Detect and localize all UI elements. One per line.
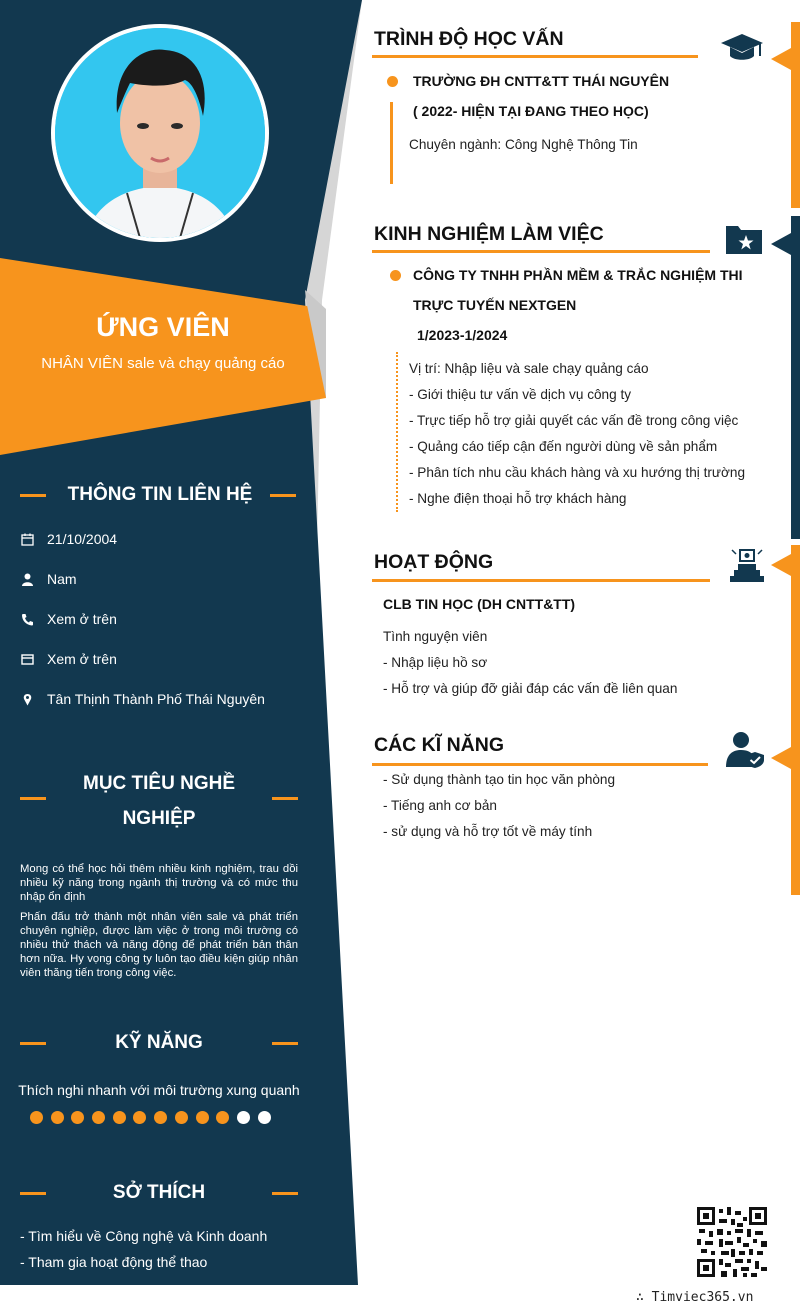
education-major: Chuyên ngành: Công Nghệ Thông Tin <box>409 137 638 152</box>
experience-detail: - Phân tích nhu cầu khách hàng và xu hướng thị trường <box>409 465 746 480</box>
education-period: ( 2022- HIỆN TẠI ĐANG THEO HỌC) <box>413 103 649 119</box>
activity-item: Tình nguyện viên <box>383 629 488 644</box>
experience-detail: - Quảng cáo tiếp cận đến người dùng về sản phẩm <box>409 439 718 454</box>
skill-dot-filled <box>51 1111 64 1124</box>
objective-title <box>0 766 318 836</box>
edge-pointer <box>771 48 791 70</box>
phone-icon <box>20 612 34 626</box>
main-content <box>362 0 800 1312</box>
section-underline <box>372 55 698 58</box>
contact-phone <box>20 611 117 627</box>
experience-period: 1/2023-1/2024 <box>417 327 508 343</box>
location-icon <box>20 692 34 706</box>
activities-title: HOẠT ĐỘNG <box>374 551 494 573</box>
hobby-item: - Tìm hiểu về Công nghệ và Kinh doanh <box>20 1228 268 1244</box>
timeline-line <box>390 102 393 184</box>
skill-dot-filled <box>133 1111 146 1124</box>
skill-item: - sử dụng và hỗ trợ tốt về máy tính <box>383 824 593 839</box>
avatar <box>55 28 265 238</box>
email-icon <box>20 652 34 666</box>
section-underline <box>372 250 710 253</box>
skill-dot-filled <box>216 1111 229 1124</box>
graduation-cap-icon <box>720 32 764 69</box>
contact-email-text: Xem ở trên <box>47 651 117 667</box>
candidate-name: ỨNG VIÊN <box>96 312 230 342</box>
contact-dob-text: 21/10/2004 <box>47 531 118 547</box>
hobbies-title: SỞ THÍCH <box>112 1182 206 1203</box>
candidate-block <box>0 300 326 372</box>
skill-dot-filled <box>196 1111 209 1124</box>
contact-address-text: Tân Thịnh Thành Phố Thái Nguyên <box>47 691 265 707</box>
skill-dot-filled <box>71 1111 84 1124</box>
activity-item: - Nhập liệu hồ sơ <box>383 655 488 670</box>
contact-address <box>20 691 265 707</box>
skill-dot-empty <box>237 1111 250 1124</box>
side-skill-item: Thích nghi nhanh với môi trường xung quanh <box>18 1082 300 1098</box>
experience-detail: Vị trí: Nhập liệu và sale chạy quảng cáo <box>409 361 649 376</box>
activity-item: - Hỗ trợ và giúp đỡ giải đáp các vấn đề liên quan <box>383 681 678 696</box>
qr-code <box>697 1207 767 1277</box>
objective-paragraph: Mong có thể học hỏi thêm nhiều kinh nghiệm, trau dồi nhiều kỹ năng trong ngành thị trường và có mức thu nhập ổn định <box>20 863 298 903</box>
calendar-icon <box>20 532 34 546</box>
contact-dob <box>20 531 117 547</box>
edge-pointer <box>771 554 791 576</box>
skill-dot-filled <box>30 1111 43 1124</box>
section-underline <box>372 763 708 766</box>
skill-dot-filled <box>175 1111 188 1124</box>
skill-level-rating <box>30 1111 278 1124</box>
skill-item: - Sử dụng thành tạo tin học văn phòng <box>383 772 616 787</box>
podium-icon <box>728 546 766 589</box>
contact-email <box>20 651 117 667</box>
skill-dot-filled <box>113 1111 126 1124</box>
contact-phone-text: Xem ở trên <box>47 611 117 627</box>
experience-detail: - Giới thiệu tư vấn về dịch vụ công ty <box>409 387 632 402</box>
contact-gender <box>20 571 77 587</box>
skills-title: CÁC KĨ NĂNG <box>374 734 504 756</box>
bullet <box>387 76 398 87</box>
objective-text <box>20 862 298 986</box>
skill-dot-filled <box>154 1111 167 1124</box>
edge-bar <box>791 545 800 895</box>
edge-bar <box>791 22 800 208</box>
skill-item: - Tiếng anh cơ bản <box>383 798 497 813</box>
objective-title-line2: NGHIỆP <box>122 808 196 829</box>
edge-pointer <box>771 233 791 255</box>
bullet <box>390 270 401 281</box>
activities-org: CLB TIN HỌC (DH CNTT&TT) <box>383 596 576 612</box>
user-check-icon <box>725 730 765 773</box>
timeline-dotted-line <box>396 352 398 512</box>
education-school: TRƯỜNG ĐH CNTT&TT THÁI NGUYÊN <box>413 73 670 89</box>
edge-bar <box>791 216 800 539</box>
skill-dot-filled <box>92 1111 105 1124</box>
side-skills-title: KỸ NĂNG <box>115 1032 203 1053</box>
objective-paragraph: Phấn đấu trở thành một nhân viên sale và phát triển chuyên nghiệp, được làm việc ở trong môi trường có nhiều thử thách và năng động để phát triển bản thân hơn nữa. Hy vọng công ty luôn tạo điều kiện giúp nhân viên thăng tiến trong công việc. <box>20 911 298 979</box>
education-title: TRÌNH ĐỘ HỌC VẤN <box>374 28 564 50</box>
folder-star-icon <box>724 222 764 261</box>
edge-pointer <box>771 747 791 769</box>
footer-brand: ∴ Timviec365.vn <box>636 1290 754 1305</box>
skill-dot-empty <box>258 1111 271 1124</box>
experience-detail: - Trực tiếp hỗ trợ giải quyết các vấn đề trong công việc <box>409 413 739 428</box>
hobby-item: - Tham gia hoạt động thể thao <box>20 1254 208 1270</box>
section-underline <box>372 579 710 582</box>
experience-company: CÔNG TY TNHH PHẦN MỀM & TRẮC NGHIỆM THI <box>413 267 743 283</box>
experience-title: KINH NGHIỆM LÀM VIỆC <box>374 223 604 245</box>
contact-title: THÔNG TIN LIÊN HỆ <box>67 484 253 505</box>
contact-gender-text: Nam <box>47 571 77 587</box>
objective-title-line1: MỤC TIÊU NGHỀ <box>83 773 235 794</box>
experience-company: TRỰC TUYẾN NEXTGEN <box>413 297 577 313</box>
user-icon <box>20 572 34 586</box>
experience-detail: - Nghe điện thoại hỗ trợ khách hàng <box>409 491 627 506</box>
sidebar <box>0 0 362 1285</box>
candidate-role: NHÂN VIÊN sale và chạy quảng cáo <box>41 355 285 372</box>
